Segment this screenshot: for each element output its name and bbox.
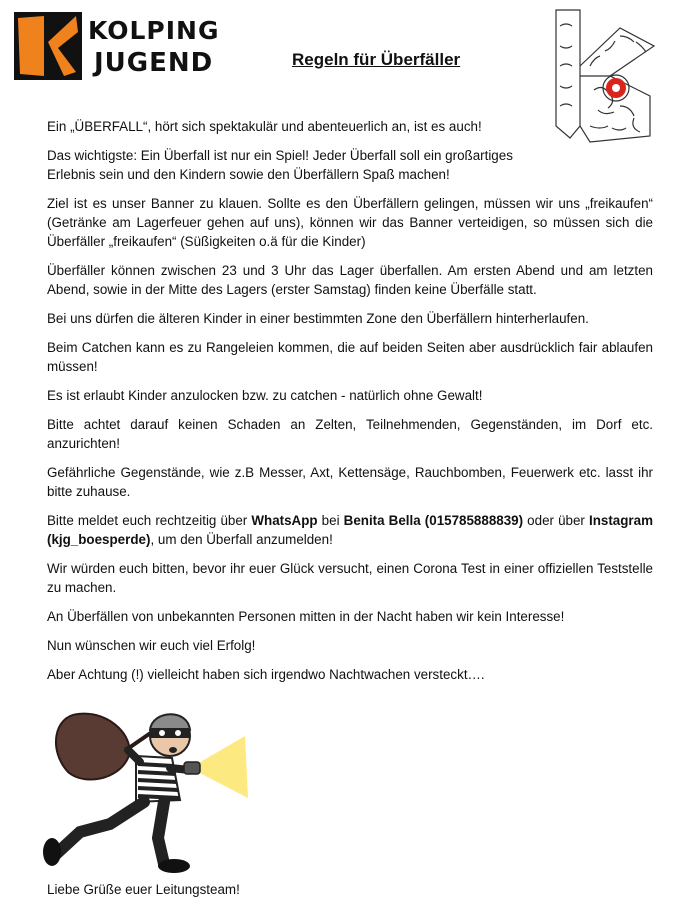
paragraph-no-damage: Bitte achtet darauf keinen Schaden an Zelten, Teilnehmenden, Gegenständen, im Dorf etc. anzurichten! <box>47 417 653 451</box>
kolping-jugend-logo <box>14 10 219 86</box>
logo-line-2: JUGEND <box>94 48 214 78</box>
contact-whatsapp: WhatsApp <box>251 513 318 528</box>
rules-text <box>47 117 653 684</box>
paragraph-contact <box>47 511 653 549</box>
paragraph-children-chase: Bei uns dürfen die älteren Kinder in einer bestimmten Zone den Überfällern hinterherlaufen. <box>47 311 589 326</box>
paragraph-goal: Ziel ist es unser Banner zu klauen. Sollte es den Überfällern gelingen, müssen wir uns „freikaufen“ (Getränke am Lagerfeuer gehen auf uns), können wir das Banner verteidigen, so müssen sich die Überfäller „freikaufen“ (Süßigkeiten o.ä für die Kinder) <box>47 196 653 249</box>
contact-text-4: , um den Überfall anzumelden! <box>150 532 333 547</box>
contact-person: Benita Bella (015785888839) <box>343 513 524 528</box>
burglar-with-flashlight-icon <box>40 706 250 874</box>
paragraph-allowed: Es ist erlaubt Kinder anzulocken bzw. zu catchen - natürlich ohne Gewalt! <box>47 388 483 403</box>
paragraph-good-luck: Nun wünschen wir euch viel Erfolg! <box>47 638 256 653</box>
kolping-k-icon <box>14 12 82 80</box>
paragraph-most-important <box>47 146 653 184</box>
contact-text-2: bei <box>317 513 344 528</box>
paragraph-warning: Aber Achtung (!) vielleicht haben sich irgendwo Nachtwachen versteckt…. <box>47 667 485 682</box>
paragraph-intro: Ein „ÜBERFALL“, hört sich spektakulär und abenteuerlich an, ist es auch! <box>47 119 482 134</box>
paragraph-times: Überfäller können zwischen 23 und 3 Uhr das Lager überfallen. Am ersten Abend und am letzten Abend, sowie in der Mitte des Lagers (erster Samstag) finden keine Überfälle statt. <box>47 263 653 297</box>
paragraph-catching: Beim Catchen kann es zu Rangeleien kommen, die auf beiden Seiten aber ausdrücklich fair ablaufen müssen! <box>47 340 653 374</box>
paragraph-most-important-line1: Das wichtigste: Ein Überfall ist nur ein Spiel! Jeder Überfall soll ein großartiges <box>47 148 513 163</box>
paragraph-corona-test: Wir würden euch bitten, bevor ihr euer Glück versucht, einen Corona Test in einer offiziellen Teststelle zu machen. <box>47 561 653 595</box>
paragraph-dangerous-items: Gefährliche Gegenstände, wie z.B Messer, Axt, Kettensäge, Rauchbomben, Feuerwerk etc. lasst ihr bitte zuhause. <box>47 465 653 499</box>
paragraph-most-important-line2: Erlebnis sein und den Kindern sowie den Überfällern Spaß machen! <box>47 167 450 182</box>
contact-text-3: oder über <box>523 513 589 528</box>
contact-instagram: Instagram (kjg_boesperde) <box>47 513 653 547</box>
paragraph-unknown-persons: An Überfällen von unbekannten Personen mitten in der Nacht haben wir kein Interesse! <box>47 609 565 624</box>
contact-text-1: Bitte meldet euch rechtzeitig über <box>47 513 252 528</box>
closing-greeting: Liebe Grüße euer Leitungsteam! <box>47 882 240 897</box>
page-title: Regeln für Überfäller <box>292 50 461 69</box>
logo-line-1: KOLPING <box>88 16 220 45</box>
